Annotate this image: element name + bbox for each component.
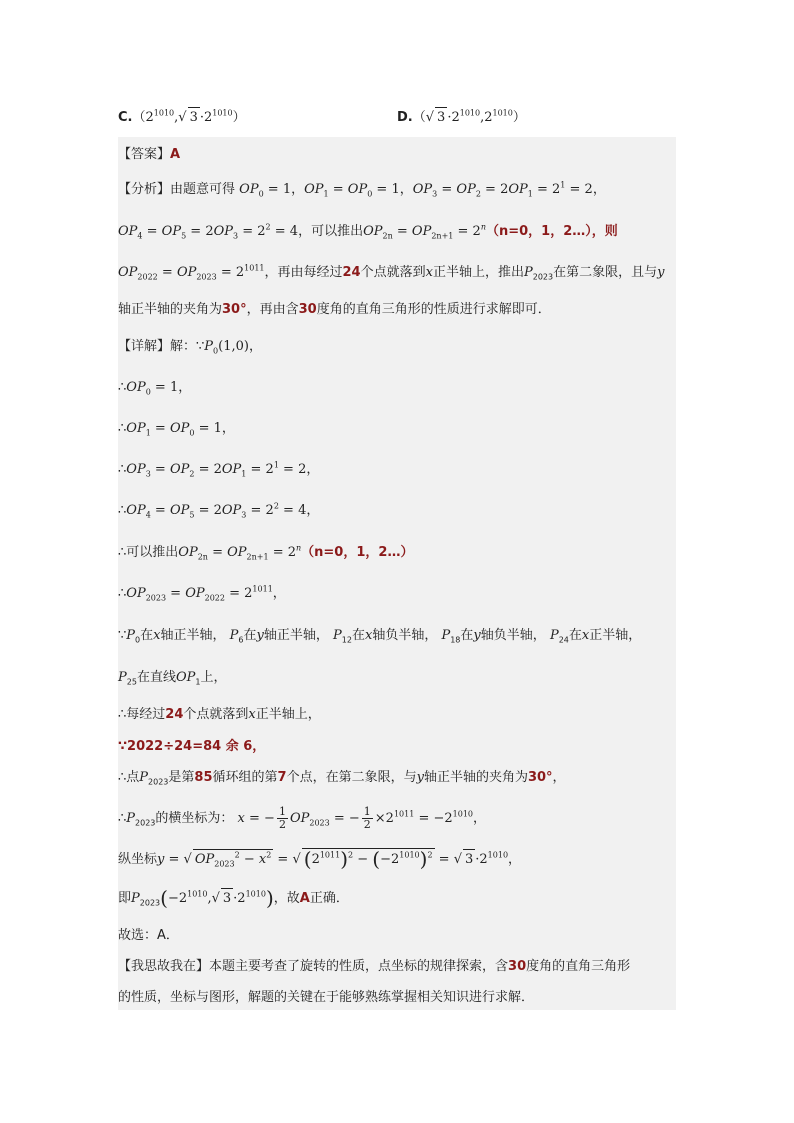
- detail-line-12: ∴点$P_{2023}$是第85循环组的第7个点，在第二象限，与y轴正半轴的夹角为30°，: [118, 770, 566, 787]
- detail-line-13: $\therefore P_{2023}$的横坐标为： x = − $\frac{1}{2}$ $OP_{2023}$ = − $\frac{1}{2}$ $\times 2^{1011} = -2^{1010}$，: [118, 805, 487, 831]
- reflection-line-2: 的性质，坐标与图形，解题的关键在于能够熟练掌握相关知识进行求解．: [118, 990, 535, 1005]
- detail-line-3: $\therefore OP_1 = OP_0 = 1$，: [118, 421, 235, 438]
- analysis-tag: 【分析】: [118, 182, 171, 197]
- option-d: D.（√ $3 \cdot 2^{1010},2^{1010}$）: [397, 107, 526, 128]
- answer-line: [118, 145, 180, 165]
- analysis-line-1: 【分析】由题意可得 $OP_0 = 1$，$OP_1 = OP_0 = 1$，$OP_3 = OP_2 = 2OP_1 = 2^1 = 2$，: [118, 180, 606, 199]
- reflection-line-1: 【我思故我在】本题主要考查了旋转的性质，点坐标的规律探索，含30度角的直角三角形: [118, 959, 631, 974]
- detail-line-10: ∴每经过24个点就落到x正半轴上，: [118, 707, 321, 722]
- detail-line-1: 【详解】解：$\because P_0(1,0)$，: [118, 339, 262, 356]
- detail-line-2: $\therefore OP_0 = 1$，: [118, 380, 192, 397]
- detail-line-15: 即$P_{2023}(-2^{1010},√$ $3 \cdot 2^{1010}$)，故A正确．: [118, 886, 349, 910]
- detail-line-7: $\therefore OP_{2023} = OP_{2022} = 2^{1011}$，: [118, 584, 286, 603]
- analysis-line-4: 轴正半轴的夹角为30°，再由含30度角的直角三角形的性质进行求解即可．: [118, 302, 551, 317]
- reflection-tag: 【我思故我在】: [118, 959, 210, 974]
- analysis-line-2: $OP_4 = OP_5 = 2OP_3 = 2^2 = 4$，可以推出$OP_{2n} = OP_{2n+1} = 2^n(n=0$，1，2…），则: [118, 222, 618, 241]
- answer-value: A: [170, 147, 181, 162]
- detail-line-4: $\therefore OP_3 = OP_2 = 2OP_1 = 2^1 = 2$，: [118, 460, 320, 479]
- detail-line-8: $\because P_0$在x轴正半轴， $P_6$在y轴正半轴， $P_{12}$在x轴负半轴， $P_{18}$在y轴负半轴， $P_{24}$在x正半轴，: [118, 628, 642, 645]
- option-c: $C.(2^{1010},√$ $3 \cdot 2^{1010}$）: [118, 107, 246, 128]
- detail-tag: 【详解】: [118, 339, 171, 354]
- detail-line-5: $\therefore OP_4 = OP_5 = 2OP_3 = 2^2 = 4$，: [118, 501, 320, 520]
- detail-line-9: $P_{25}$在直线$OP_1$上，: [118, 670, 227, 687]
- detail-line-11: ∵2022÷24=84 余 6，: [118, 739, 266, 754]
- detail-line-16: 故选：A．: [118, 928, 179, 943]
- detail-line-6: ∴可以推出$OP_{2n} = OP_{2n+1} = 2^n(n=0$，1，2…）: [118, 543, 414, 562]
- analysis-line-3: $OP_{2022} = OP_{2023} = 2^{1011}$，再由每经过24个点就落到x正半轴上，推出$P_{2023}$在第二象限，且与y: [118, 263, 665, 282]
- answer-tag: 【答案】: [118, 147, 171, 162]
- detail-line-14: 纵坐标y = √ $OP_{2023}^2 - x^2$ = √ $(2^{1011})^2 - (-2^{1010})^2$ = √ $3 \cdot 2^{1010}$，: [118, 847, 522, 871]
